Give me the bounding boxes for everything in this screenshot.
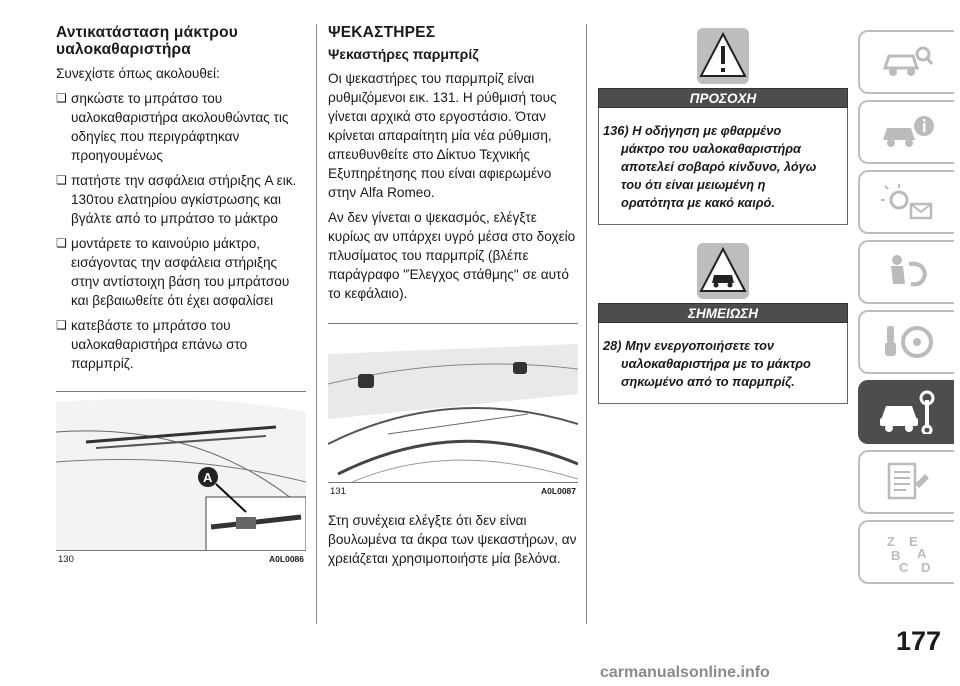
dashboard-lights-icon [879,182,935,222]
warning-number: 136) [603,123,629,138]
callout-a-label: A [203,470,213,485]
paragraph: Στη συνέχεια ελέγξτε ότι δεν είναι βουλωμένα τα άκρα των ψεκαστήρων, αν χρειάζεται χρησιμοποιήστε μία βελόνα. [328,513,577,566]
bullet-item: ❑ κατεβάστε το μπράτσο του υαλοκαθαριστήρα επάνω στο παρμπρίζ. [56,316,306,373]
column-divider [586,24,587,624]
chapter-tabs [858,30,954,590]
warning-line: του ότι είναι μειωμένη η [621,177,766,192]
tab-car-info[interactable] [858,100,954,164]
right-column [598,28,848,404]
car-info-icon [879,112,935,152]
svg-text:B: B [891,548,901,563]
car-search-icon [879,42,935,82]
svg-text:E: E [909,534,918,549]
watermark: carmanualsonline.info [600,664,770,681]
page-number: 177 [896,626,942,656]
paragraph: Οι ψεκαστήρες του παρμπρίζ είναι ρυθμιζόμενοι εικ. 131. Η ρύθμισή τους γίνεται αρχικά στο εργοστάσιο. Όταν κρίνεται απαραίτητη μία νέα ρύθμιση, απευθυνθείτε στο Δίκτυο Τεχνικής Εξυπηρέτησης που είναι αφιερωμένο στην Alfa Romeo. [328,71,557,200]
airbag-person-icon [879,252,935,292]
warning-text [598,108,848,225]
warning-heading: ΠΡΟΣΟΧΗ [598,88,848,108]
section-title-washers: ΨΕΚΑΣΤΗΡΕΣ [328,24,436,41]
tab-safety[interactable] [858,240,954,304]
bullet-item: ❑ σηκώστε το μπράτσο του υαλοκαθαριστήρα ακολουθώντας τις οδηγίες που περιγράφτηκαν προηγουμένως [56,89,306,165]
figure-130 [56,391,306,551]
tab-car-search[interactable] [858,30,954,94]
warning-line: Η οδήγηση με φθαρμένο [632,123,782,138]
washer-nozzle-illustration [328,324,578,483]
paragraph: Αν δεν γίνεται ο ψεκασμός, ελέγξτε κυρίως αν υπάρχει υγρό μέσα στο δοχείο πλυσίματος του παρμπρίζ (βλέπε παράγραφο "Έλεγχος στάθμης" σε αυτό το κεφάλαιο). [328,210,576,301]
figure-code: A0L0086 [269,554,304,564]
note-line: Μην ενεργοποιήσετε τον [625,338,775,353]
exclamation-warning-icon [697,28,749,84]
figure-code: A0L0087 [541,486,576,496]
warning-line: μάκτρο του υαλοκαθαριστήρα [621,141,801,156]
tab-dashboard-lights[interactable] [858,170,954,234]
car-damage-icon [697,243,749,299]
svg-text:C: C [899,560,909,574]
note-line: σηκωμένο από το παρμπρίζ. [621,374,795,389]
specs-list-icon [879,462,935,502]
section-title-wiper-blade: Αντικατάσταση μάκτρου υαλοκαθαριστήρα [56,24,238,58]
wiper-blade-illustration [56,392,306,551]
bullet-item: ❑ μοντάρετε το καινούριο μάκτρο, εισάγοντας την ασφάλεια στήριξης στην αντίστοιχη βάση του μπράτσου και βεβαιωθείτε ότι έχει ασφαλίσει [56,234,306,310]
tab-starting-driving[interactable] [858,310,954,374]
note-line: υαλοκαθαριστήρα με το μάκτρο [621,356,811,371]
figure-131-caption [328,486,578,497]
note-text [598,323,848,404]
bullet-item: ❑ πατήστε την ασφάλεια στήριξης A εικ. 130του ελατηρίου αγκίστρωσης και βγάλτε από το μπράτσο το μάκτρο [56,171,306,228]
figure-number: 130 [58,554,74,565]
warning-line: αποτελεί σοβαρό κίνδυνο, λόγω [621,159,817,174]
alphabetical-index-icon [879,530,935,574]
tab-index[interactable] [858,520,954,584]
subsection-title: Ψεκαστήρες παρμπρίζ [328,46,479,62]
svg-text:D: D [921,560,931,574]
left-column [56,24,306,565]
svg-text:Z: Z [887,534,895,549]
figure-131 [328,323,578,483]
warning-line: ορατότητα με κακό καιρό. [621,195,775,210]
warning-block [598,28,848,225]
car-wrench-icon [877,390,937,434]
intro-text: Συνεχίστε όπως ακολουθεί: [56,66,220,81]
figure-130-caption [56,554,306,565]
note-block [598,243,848,404]
tab-maintenance[interactable] [858,380,954,444]
figure-number: 131 [330,486,346,497]
steering-wheel-key-icon [879,322,935,362]
tab-specs[interactable] [858,450,954,514]
column-divider [316,24,317,624]
svg-text:A: A [917,546,927,561]
middle-column [328,24,578,568]
note-number: 28) [603,338,622,353]
note-heading: ΣΗΜΕΙΩΣΗ [598,303,848,323]
